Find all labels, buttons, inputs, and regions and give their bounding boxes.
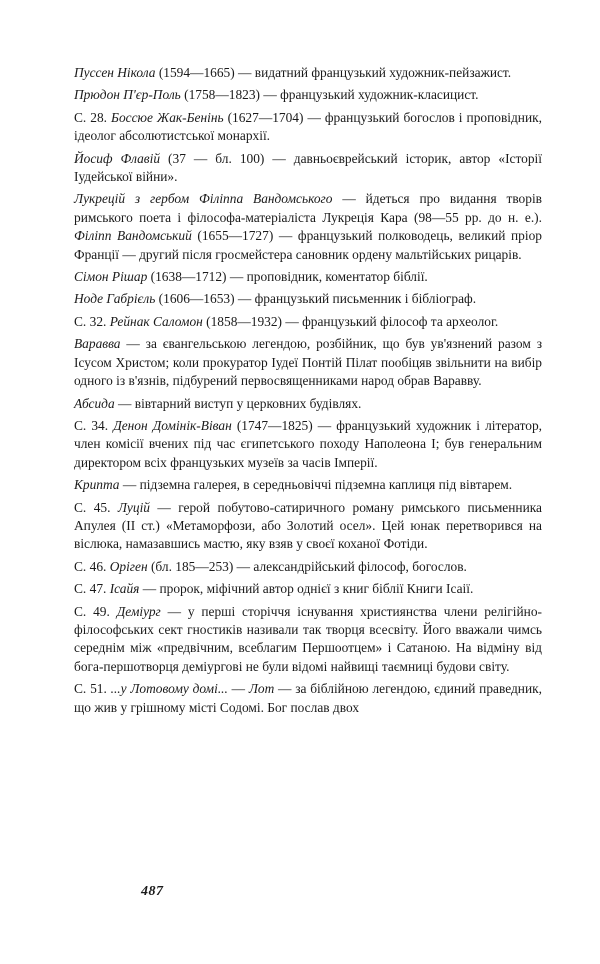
note-text: (1747—1825) — французький художник і літератор, член комісії вчених під час єгипетського походу Наполеона І; був генеральним директором всіх французьких музеїв за часів Імперії.	[74, 417, 542, 470]
note-headword: Прюдон П'єр-Поль	[74, 87, 181, 103]
note-text-secondary: (1655—1727) — французький полководець, великий пріор Франції — другий після гросмейстера сановник ордену мальтійських рицарів.	[74, 228, 542, 262]
note-entry	[74, 64, 542, 82]
note-text-secondary: — за біблійною легендою, єдиний праведник, що жив у грішному місті Содомі. Бог послав двох	[74, 681, 542, 715]
note-headword: Боссюе Жак-Бенінь	[111, 109, 224, 125]
note-text: (37 — бл. 100) — давньоєврейський історик, автор «Історії Іудейської війни».	[74, 150, 542, 185]
note-headword: Луцій	[117, 499, 150, 515]
note-headword: Лукрецій з гербом Філіппа Вандомського	[74, 191, 333, 207]
note-headword: Ноде Габрієль	[74, 291, 156, 307]
note-entry	[74, 268, 542, 286]
note-text: (1627—1704) — французький богослов і проповідник, ідеолог абсолютистської монархії.	[74, 109, 542, 144]
note-entry	[74, 558, 542, 576]
note-text: —	[227, 681, 249, 697]
note-headword: Рейнак Саломон	[109, 313, 203, 329]
note-entry	[74, 290, 542, 308]
note-text: — вівтарний виступ у церковних будівлях.	[114, 395, 362, 411]
note-headword: Денон Домінік-Віван	[113, 417, 232, 433]
note-prefix: С. 47.	[74, 581, 110, 597]
notes-column	[74, 64, 542, 721]
note-text: — йдеться про видання творів римського поета і філософа-матеріаліста Лукреція Кара (98—55 рр. до н. е.).	[74, 191, 542, 225]
note-entry	[74, 476, 542, 494]
note-entry	[74, 417, 542, 472]
note-text: (1606—1653) — французький письменник і бібліограф.	[155, 291, 477, 307]
note-prefix: С. 49.	[74, 603, 117, 619]
note-headword: Крипта	[74, 477, 120, 493]
note-text: — пророк, міфічний автор однієї з книг біблії Книги Ісаії.	[139, 581, 474, 597]
note-entry	[74, 680, 542, 717]
page-number: 487	[141, 884, 164, 899]
note-prefix: С. 46.	[74, 558, 110, 574]
note-entry	[74, 313, 542, 331]
note-headword: Абсида	[74, 395, 115, 411]
note-headword: ...у Лотовому домі...	[110, 681, 228, 697]
note-headword: Йосиф Флавій	[74, 150, 161, 166]
note-headword-secondary: Лот	[248, 681, 275, 697]
note-prefix: С. 45.	[74, 499, 118, 515]
note-prefix: С. 28.	[74, 109, 112, 125]
note-text: — герой побутово-сатиричного роману римського письменника Апулея (II ст.) «Метаморфози, або Золотий осел». Цей юнак перетворився на віслюка, намазавшись мастю, яку взяв у своєї коханої Фотіди.	[74, 499, 542, 552]
note-text: (бл. 185—253) — александрійський філософ, богослов.	[147, 558, 467, 574]
note-headword: Пуссен Нікола	[74, 65, 156, 80]
note-headword: Оріген	[109, 558, 148, 574]
note-headword: Варавва	[74, 336, 121, 352]
note-prefix: С. 32.	[74, 313, 110, 329]
note-entry	[74, 395, 542, 413]
note-text: — у перші сторіччя існування християнства члени релігійно-філософських сект гностиків називали так творця всесвіту. Його вважали чимсь середнім між «предвічним, всеблагим Першоотцем» і Сатаною. На відміну від бога-першотворця деміургові не були відомі найвищі таємниці будови світу.	[74, 603, 542, 674]
note-entry	[74, 335, 542, 390]
note-headword: Сімон Рішар	[74, 269, 148, 285]
note-text: (1858—1932) — французький філософ та археолог.	[202, 313, 499, 329]
note-text: (1638—1712) — проповідник, коментатор біблії.	[147, 269, 428, 285]
note-entry	[74, 190, 542, 264]
note-headword: Ісайя	[109, 581, 140, 597]
note-prefix: С. 51.	[74, 681, 111, 697]
note-entry	[74, 603, 542, 677]
note-text: (1594—1665) — видатний французький художник-пейзажист.	[155, 65, 512, 80]
note-headword: Деміург	[116, 603, 161, 619]
note-entry	[74, 109, 542, 146]
note-text: (1758—1823) — французький художник-класицист.	[180, 87, 479, 103]
note-headword-secondary: Філіпп Вандомський	[74, 228, 192, 244]
note-entry	[74, 150, 542, 187]
note-entry	[74, 580, 542, 598]
note-text: — підземна галерея, в середньовіччі підземна каплиця під вівтарем.	[119, 477, 513, 493]
note-entry	[74, 86, 542, 104]
note-prefix: С. 34.	[74, 417, 114, 433]
note-entry	[74, 499, 542, 554]
note-text: — за євангельською легендою, розбійник, що був ув'язнений разом з Ісусом Христом; коли прокуратор Іудеї Понтій Пілат пообіцяв звільнити на вибір одного із в'язнів, підбурений первосвященниками народ обрав Варавву.	[74, 336, 542, 389]
